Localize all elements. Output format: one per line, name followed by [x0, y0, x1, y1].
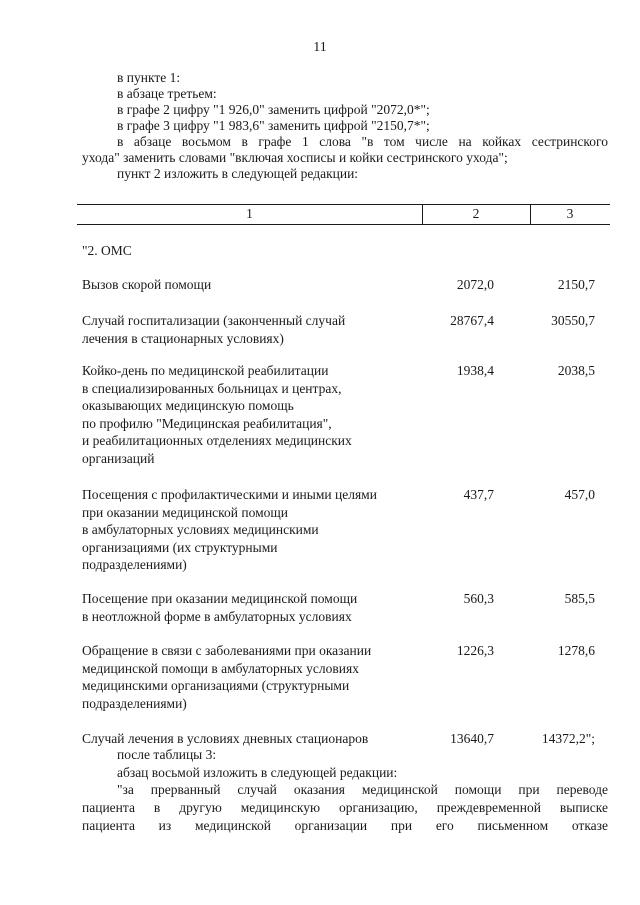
- table-row-label: Койко-день по медицинской реабилитации в специализированных больницах и центрах, оказывающих медицинскую помощь по профилю "Медицинская реабилитация", и реабилитационных отделениях медицинских организаций: [82, 363, 352, 466]
- table-row-col2: 560,3: [463, 591, 494, 606]
- intro-line-1: в пункте 1:: [117, 70, 181, 85]
- intro-line-5: в абзаце восьмом в графе 1 слова "в том числе на койках сестринского: [117, 134, 608, 149]
- intro-line-2: в абзаце третьем:: [117, 86, 217, 101]
- table-row-col2: 1938,4: [456, 363, 494, 378]
- outro-line-3: "за прерванный случай оказания медицинской помощи при переводе: [117, 782, 608, 797]
- table-row-col3: 585,5: [564, 591, 595, 606]
- table-row-label: Посещение при оказании медицинской помощи в неотложной форме в амбулаторных условиях: [82, 591, 358, 624]
- intro-line-4: в графе 3 цифру "1 983,6" заменить цифрой "2150,7*";: [117, 118, 430, 133]
- outro-line-1: после таблицы 3:: [117, 747, 217, 762]
- table-row-col2: 1226,3: [456, 643, 494, 658]
- outro-line-2: абзац восьмой изложить в следующей редакции:: [117, 765, 398, 780]
- outro-line-5: пациента из медицинской организации при его письменном отказе: [82, 818, 608, 833]
- intro-line-7: пункт 2 изложить в следующей редакции:: [117, 166, 359, 181]
- table-row-col3: 2150,7: [557, 277, 595, 292]
- table-row-label: Посещения с профилактическими и иными целями при оказании медицинской помощи в амбулаторных условиях медицинскими организациями (их структурными подразделениями): [82, 487, 377, 572]
- table-row-col3: 457,0: [564, 487, 595, 502]
- table-row-label: Случай лечения в условиях дневных стационаров: [82, 731, 369, 746]
- intro-line-6: ухода" заменить словами "включая хосписы и койки сестринского ухода";: [82, 150, 508, 165]
- page-number: 11: [313, 40, 327, 55]
- table-row-col3: 14372,2";: [541, 731, 595, 746]
- table-header-col-3: 3: [566, 206, 574, 221]
- table-row-label: Обращение в связи с заболеваниями при оказании медицинской помощи в амбулаторных условиях медицинскими организациями (структурными подразделениями): [82, 643, 372, 711]
- table-header-col-1: 1: [246, 206, 253, 221]
- table-row-col3: 1278,6: [557, 643, 595, 658]
- intro-line-3: в графе 2 цифру "1 926,0" заменить цифрой "2072,0*";: [117, 102, 430, 117]
- table-row-col3: 30550,7: [551, 313, 595, 328]
- table-row-col2: 437,7: [463, 487, 494, 502]
- table-row-col2: 13640,7: [450, 731, 494, 746]
- table-row-label: Случай госпитализации (законченный случай лечения в стационарных условиях): [82, 313, 346, 346]
- table-header-rule: [77, 224, 610, 225]
- table-row-label: Вызов скорой помощи: [82, 277, 212, 292]
- table-row-col3: 2038,5: [557, 363, 595, 378]
- outro-line-4: пациента в другую медицинскую организацию, преждевременной выписке: [82, 800, 608, 815]
- table-row-col2: 28767,4: [450, 313, 494, 328]
- table-row-col2: 2072,0: [456, 277, 494, 292]
- section-title: "2. ОМС: [82, 243, 132, 258]
- table-header-col-2: 2: [472, 206, 480, 221]
